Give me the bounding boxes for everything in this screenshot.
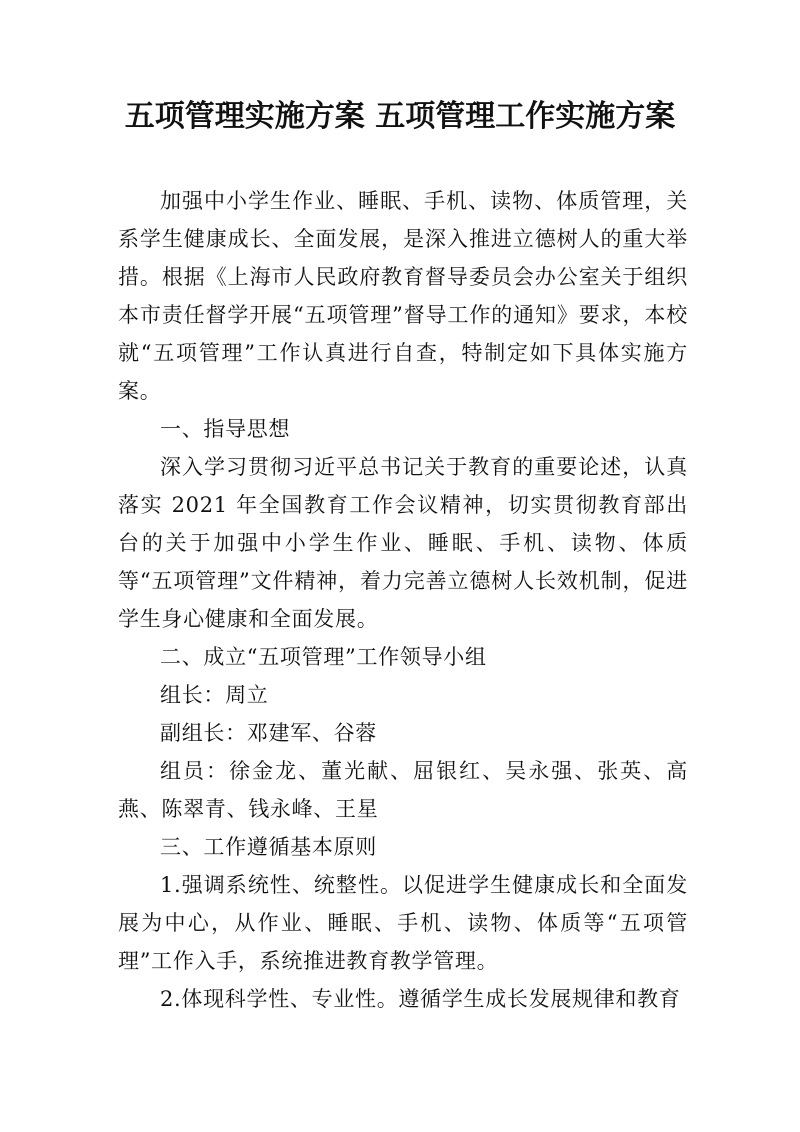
section-heading-guiding-thought: 一、指导思想 (160, 417, 291, 441)
principle-2-paragraph: 2.体现科学性、专业性。遵循学生成长发展规律和教育 (160, 987, 681, 1011)
document-title: 五项管理实施方案 五项管理工作实施方案 (124, 99, 676, 134)
group-leader-line: 组长：周立 (160, 683, 269, 707)
section-heading-principles: 三、工作遵循基本原则 (160, 835, 377, 859)
guiding-thought-paragraph: 深入学习贯彻习近平总书记关于教育的重要论述，认真落实 2021 年全国教育工作会议精神，切实贯彻教育部出台的关于加强中小学生作业、睡眠、手机、读物、体质等“五项管理”文件精神，着力完善立德树人长效机制，促进学生身心健康和全面发展。 (118, 455, 688, 631)
intro-paragraph: 加强中小学生作业、睡眠、手机、读物、体质管理，关系学生健康成长、全面发展，是深入推进立德树人的重大举措。根据《上海市人民政府教育督导委员会办公室关于组织本市责任督学开展“五项管理”督导工作的通知》要求，本校就“五项管理”工作认真进行自查，特制定如下具体实施方案。 (118, 189, 688, 403)
deputy-leader-line: 副组长：邓建军、谷蓉 (160, 721, 377, 745)
document-body (118, 182, 688, 1018)
section-heading-leadership-group: 二、成立“五项管理”工作领导小组 (160, 645, 487, 669)
principle-1-paragraph: 1.强调系统性、统整性。以促进学生健康成长和全面发展为中心，从作业、睡眠、手机、读物、体质等“五项管理”工作入手，系统推进教育教学管理。 (118, 873, 688, 973)
group-members-paragraph: 组员：徐金龙、董光献、屈银红、吴永强、张英、高燕、陈翠青、钱永峰、王星 (118, 759, 688, 821)
